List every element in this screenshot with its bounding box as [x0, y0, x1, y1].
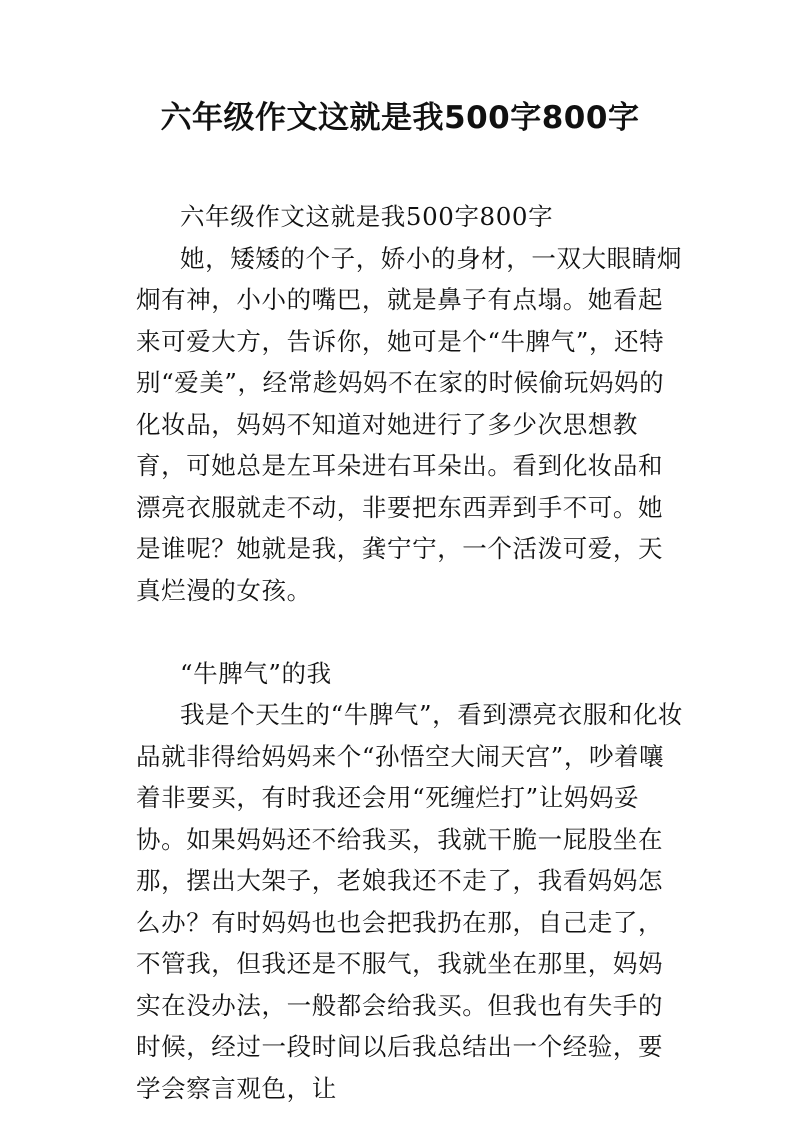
section-heading: “牛脾气”的我 [180, 658, 332, 688]
document-body [136, 196, 684, 1109]
section-paragraph: 我是个天生的“牛脾气”，看到漂亮衣服和化妆品就非得给妈妈来个“孙悟空大闹天宫”，吵着嚷着非要买，有时我还会用“死缠烂打”让妈妈妥协。如果妈妈还不给我买，我就干脆一屁股坐在那，摆出大架子，老娘我还不走了，我看妈妈怎么办？有时妈妈也也会把我扔在那，自己走了，不管我，但我还是不服气，我就坐在那里，妈妈实在没办法，一般都会给我买。但我也有失手的时候，经过一段时间以后我总结出一个经验，要学会察言观色，让 [136, 700, 684, 1103]
document-title: 六年级作文这就是我500字800字 [160, 100, 640, 136]
subtitle-paragraph: 六年级作文这就是我500字800字 [180, 202, 554, 231]
intro-paragraph: 她，矮矮的个子，娇小的身材，一双大眼睛炯炯有神，小小的嘴巴，就是鼻子有点塌。她看起来可爱大方，告诉你，她可是个“牛脾气”，还特别“爱美”，经常趁妈妈不在家的时候偷玩妈妈的化妆品，妈妈不知道对她进行了多少次思想教育，可她总是左耳朵进右耳朵出。看到化妆品和漂亮衣服就走不动，非要把东西弄到手不可。她是谁呢？她就是我，龚宁宁，一个活泼可爱，天真烂漫的女孩。 [136, 243, 682, 605]
